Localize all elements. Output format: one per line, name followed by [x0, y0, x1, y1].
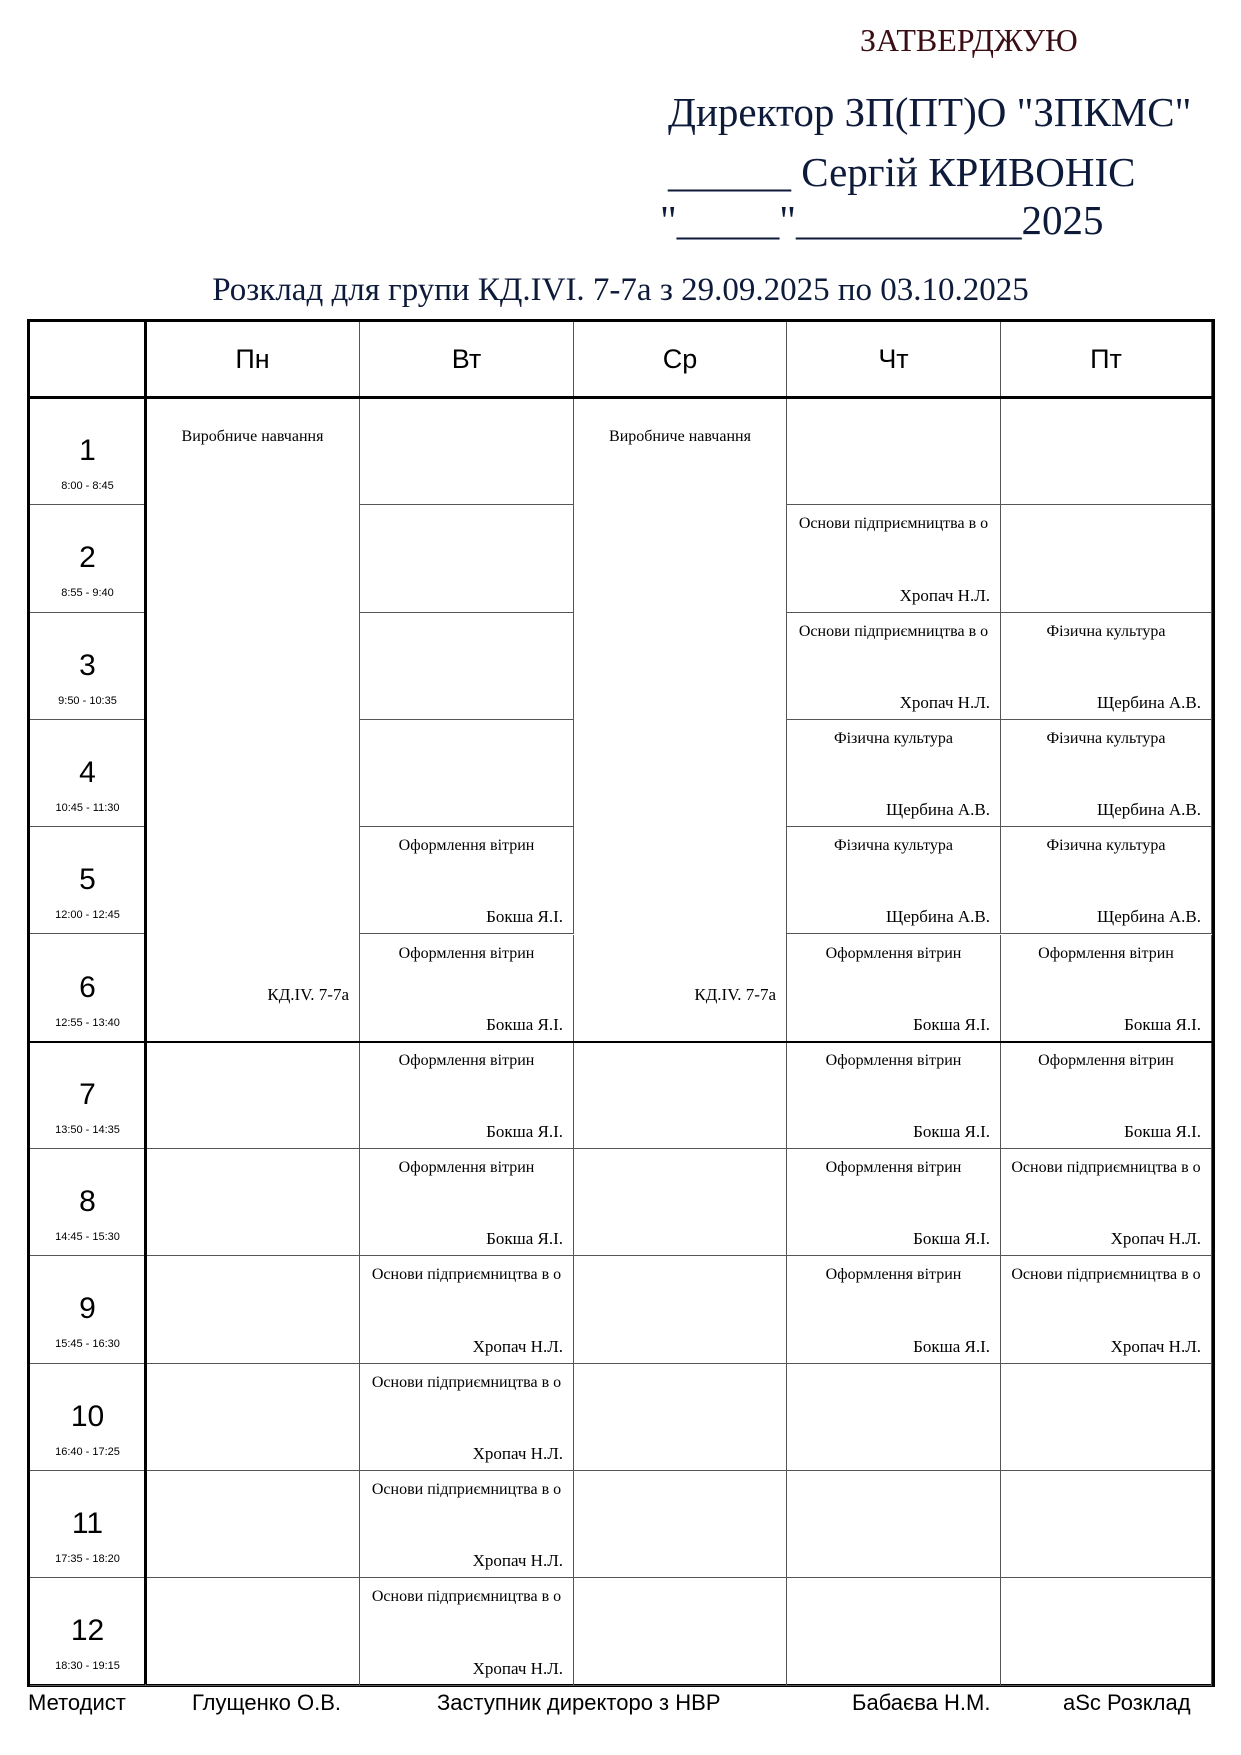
approve-label: ЗАТВЕРДЖУЮ: [860, 22, 1078, 58]
lesson-subject: Основи підприємництва в о: [371, 1373, 562, 1391]
period-number: 12: [70, 1614, 105, 1648]
lesson-cell: [1001, 935, 1212, 1042]
empty-cell: [1001, 398, 1212, 505]
lesson-cell: [787, 720, 1001, 827]
empty-cell: [574, 1149, 787, 1256]
lesson-subject: Основи підприємництва в о: [371, 1481, 562, 1498]
period-header: [30, 720, 146, 827]
lesson-subject: Оформлення вітрин: [398, 1159, 535, 1177]
empty-cell: [1001, 1471, 1212, 1578]
lesson-teacher: Хропач Н.Л.: [472, 1336, 563, 1356]
empty-cell: [787, 398, 1001, 505]
period-time: 8:00 - 8:45: [61, 480, 114, 492]
day-header: Пт: [1001, 322, 1212, 398]
lesson-teacher: Бокша Я.І.: [913, 1122, 990, 1142]
lesson-subject: Оформлення вітрин: [398, 1051, 535, 1069]
merged-lesson-cell: [574, 398, 787, 1042]
period-time: 15:45 - 16:30: [55, 1338, 120, 1351]
period-number: 11: [71, 1507, 104, 1540]
lesson-subject: Оформлення вітрин: [825, 1159, 962, 1177]
lesson-cell: [360, 1364, 574, 1471]
empty-cell: [787, 1364, 1001, 1471]
period-header: [30, 827, 146, 934]
period-column-divider: [144, 322, 147, 1684]
lesson-subject: Фізична культура: [833, 729, 954, 747]
period-time: 9:50 - 10:35: [58, 694, 117, 707]
empty-cell: [574, 1256, 787, 1363]
period-time: 12:00 - 12:45: [55, 909, 120, 922]
lesson-teacher: Бокша Я.І.: [486, 1014, 563, 1034]
period-time: 8:55 - 9:40: [61, 587, 114, 600]
lesson-cell: [360, 1471, 574, 1578]
lesson-subject: Фізична культура: [833, 837, 954, 855]
lesson-teacher: Щербина А.В.: [1097, 907, 1201, 927]
director-title: Директор ЗП(ПТ)О "ЗПКМС": [668, 89, 1192, 135]
day-header: Пн: [146, 322, 360, 398]
lesson-subject: Оформлення вітрин: [398, 944, 535, 962]
methodist-name: Глущенко О.В.: [192, 1690, 341, 1715]
lesson-cell: [1001, 1256, 1212, 1363]
period-number: 3: [79, 648, 96, 682]
period-number: 2: [79, 541, 96, 575]
half-day-divider: [30, 1041, 1212, 1043]
lesson-cell: [1001, 1042, 1212, 1149]
lesson-group: КД.IV. 7-7а: [267, 984, 349, 1004]
lesson-teacher: Хропач Н.Л.: [1110, 1336, 1201, 1356]
period-time: 12:55 - 13:40: [55, 1016, 120, 1029]
lesson-cell: [360, 935, 574, 1042]
day-header: Вт: [360, 322, 574, 398]
lesson-subject: Фізична культура: [1046, 837, 1166, 855]
period-number: 7: [79, 1077, 96, 1111]
empty-cell: [360, 613, 574, 720]
period-time: 10:45 - 11:30: [55, 801, 120, 814]
lesson-teacher: Щербина А.В.: [1097, 800, 1201, 820]
lesson-teacher: Бокша Я.І.: [486, 1229, 563, 1249]
period-header: [30, 1149, 146, 1256]
lesson-cell: [360, 1042, 574, 1149]
lesson-subject: Основи підприємництва в о: [371, 1266, 562, 1284]
lesson-cell: [787, 1042, 1001, 1149]
empty-cell: [1001, 1364, 1212, 1471]
period-time: 14:45 - 15:30: [55, 1231, 120, 1244]
software-credit: aSc Розклад: [1063, 1690, 1191, 1715]
empty-cell: [787, 1471, 1001, 1578]
empty-cell: [146, 1256, 360, 1363]
methodist-label: Методист: [28, 1690, 126, 1715]
lesson-cell: [787, 935, 1001, 1042]
empty-cell: [1001, 1578, 1212, 1685]
lesson-teacher: Хропач Н.Л.: [472, 1658, 563, 1678]
lesson-subject: Основи підприємництва в о: [1011, 1159, 1201, 1177]
lesson-group: КД.IV. 7-7а: [694, 984, 776, 1004]
lesson-cell: [360, 1256, 574, 1363]
lesson-teacher: Щербина А.В.: [886, 907, 990, 927]
lesson-subject: Оформлення вітрин: [825, 944, 962, 962]
lesson-subject: Основи підприємництва в о: [371, 1588, 562, 1606]
period-time: 18:30 - 19:15: [55, 1660, 120, 1673]
empty-cell: [574, 1471, 787, 1578]
schedule-table: [27, 319, 1215, 1687]
period-time: 16:40 - 17:25: [55, 1445, 120, 1458]
period-number: 6: [79, 970, 96, 1004]
lesson-cell: [787, 1256, 1001, 1363]
lesson-teacher: Щербина А.В.: [1097, 692, 1201, 712]
empty-cell: [146, 1578, 360, 1685]
period-number: 10: [70, 1399, 105, 1433]
lesson-cell: [1001, 720, 1212, 827]
period-header: [30, 398, 146, 505]
period-header: [30, 1042, 146, 1149]
lesson-teacher: Бокша Я.І.: [913, 1014, 990, 1034]
period-header: [30, 1578, 146, 1685]
empty-cell: [360, 505, 574, 612]
lesson-subject: Основи підприємництва в о: [798, 515, 989, 533]
merged-lesson-cell: [146, 398, 360, 1042]
lesson-cell: [1001, 827, 1212, 934]
period-header: [30, 505, 146, 612]
deputy-label: Заступник директоро з НВР: [437, 1690, 721, 1715]
lesson-teacher: Бокша Я.І.: [1124, 1014, 1201, 1034]
lesson-teacher: Щербина А.В.: [886, 800, 990, 820]
lesson-subject: Основи підприємництва в о: [798, 622, 989, 640]
lesson-subject: Основи підприємництва в о: [1011, 1266, 1201, 1284]
lesson-subject: Фізична культура: [1046, 622, 1166, 640]
empty-cell: [146, 1042, 360, 1149]
period-header: [30, 935, 146, 1042]
lesson-cell: [787, 505, 1001, 612]
lesson-cell: [360, 1149, 574, 1256]
period-number: 9: [79, 1292, 96, 1326]
empty-cell: [1001, 505, 1212, 612]
period-time: 13:50 - 14:35: [55, 1123, 120, 1136]
lesson-subject: Оформлення вітрин: [1038, 1051, 1174, 1069]
lesson-subject: Виробниче навчання: [609, 428, 751, 445]
lesson-teacher: Бокша Я.І.: [1124, 1122, 1201, 1142]
empty-cell: [787, 1578, 1001, 1685]
period-header: [30, 1471, 146, 1578]
day-header: Ср: [574, 322, 787, 398]
empty-cell: [146, 1471, 360, 1578]
lesson-teacher: Хропач Н.Л.: [1110, 1229, 1201, 1249]
empty-cell: [360, 720, 574, 827]
lesson-cell: [787, 613, 1001, 720]
lesson-teacher: Бокша Я.І.: [486, 1122, 563, 1142]
lesson-subject: Оформлення вітрин: [825, 1266, 962, 1284]
period-header: [30, 1364, 146, 1471]
day-header: Чт: [787, 322, 1001, 398]
lesson-cell: [787, 1149, 1001, 1256]
period-number: 8: [79, 1185, 96, 1219]
lesson-teacher: Хропач Н.Л.: [899, 585, 990, 605]
empty-cell: [574, 1364, 787, 1471]
deputy-name: Бабаєва Н.М.: [852, 1690, 991, 1715]
lesson-subject: Фізична культура: [1046, 729, 1166, 747]
corner-cell: [30, 322, 146, 398]
empty-cell: [360, 398, 574, 505]
lesson-teacher: Хропач Н.Л.: [472, 1443, 563, 1463]
empty-cell: [146, 1149, 360, 1256]
lesson-cell: [1001, 1149, 1212, 1256]
lesson-subject: Оформлення вітрин: [398, 837, 535, 855]
lesson-subject: Оформлення вітрин: [1038, 944, 1174, 962]
period-number: 4: [79, 755, 96, 789]
lesson-teacher: Бокша Я.І.: [913, 1229, 990, 1249]
lesson-cell: [360, 827, 574, 934]
period-number: 1: [79, 434, 96, 467]
schedule-title: Розклад для групи КД.IVI. 7-7а з 29.09.2025 по 03.10.2025: [212, 272, 1029, 308]
lesson-teacher: Бокша Я.І.: [486, 907, 563, 927]
director-signature-line: ______ Сергій КРИВОНІС: [668, 149, 1136, 195]
lesson-teacher: Бокша Я.І.: [913, 1336, 990, 1356]
lesson-subject: Оформлення вітрин: [825, 1051, 962, 1069]
empty-cell: [574, 1042, 787, 1149]
period-number: 5: [79, 863, 96, 897]
period-header: [30, 613, 146, 720]
lesson-teacher: Хропач Н.Л.: [472, 1551, 563, 1571]
lesson-cell: [1001, 613, 1212, 720]
lesson-teacher: Хропач Н.Л.: [899, 692, 990, 712]
lesson-cell: [787, 827, 1001, 934]
empty-cell: [146, 1364, 360, 1471]
period-time: 17:35 - 18:20: [55, 1553, 120, 1565]
lesson-cell: [360, 1578, 574, 1685]
period-header: [30, 1256, 146, 1363]
lesson-subject: Виробниче навчання: [181, 428, 324, 445]
empty-cell: [574, 1578, 787, 1685]
header-divider: [30, 396, 1212, 399]
approval-date-line: "_____"___________2025: [660, 197, 1104, 243]
